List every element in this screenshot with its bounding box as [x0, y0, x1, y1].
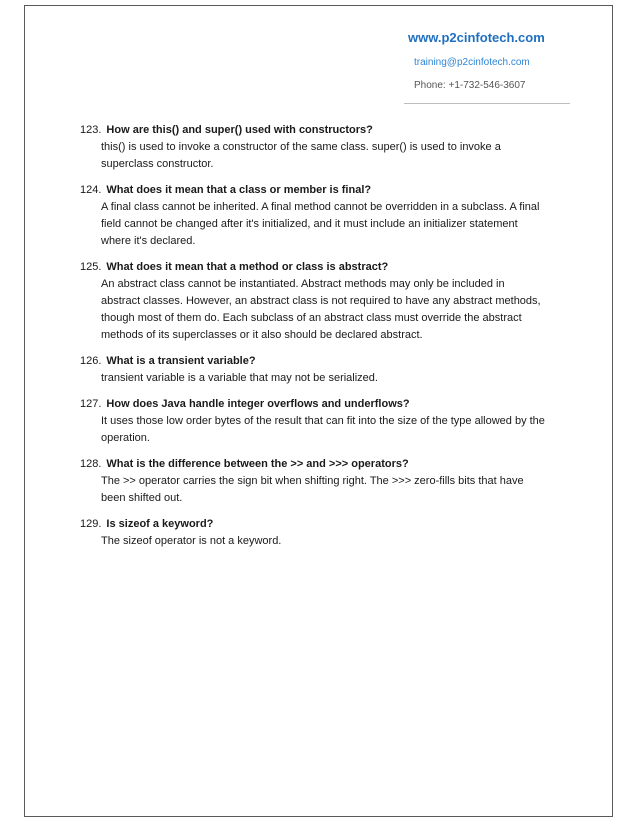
question-number: 127.: [80, 398, 102, 410]
answer-line: though most of them do. Each subclass of an abstract class must override the abstract: [101, 312, 522, 324]
qa-item: [80, 457, 570, 507]
qa-item: [80, 397, 570, 447]
question-text: What is a transient variable?: [106, 355, 256, 367]
phone-number: Phone: +1-732-546-3607: [414, 80, 526, 91]
question: [80, 260, 570, 274]
answer-line: methods of its superclasses or it also should be declared abstract.: [101, 329, 423, 341]
question: [80, 457, 570, 471]
website-link[interactable]: www.p2cinfotech.com: [408, 30, 545, 45]
question: [80, 123, 570, 137]
answer: [101, 533, 570, 550]
question-text: What does it mean that a class or member is final?: [106, 184, 372, 196]
answer: [101, 199, 570, 250]
question-text: Is sizeof a keyword?: [106, 518, 214, 530]
answer: [101, 276, 570, 344]
answer-line: field cannot be changed after it's initialized, and it must include an initializer statement: [101, 218, 518, 230]
question: [80, 183, 570, 197]
qa-list: [80, 123, 570, 560]
answer-line: abstract classes. However, an abstract class is not required to have any abstract methods,: [101, 295, 541, 307]
answer-line: A final class cannot be inherited. A final method cannot be overridden in a subclass. A final: [101, 201, 540, 213]
question-text: How are this() and super() used with constructors?: [106, 124, 373, 136]
question: [80, 397, 570, 411]
qa-item: [80, 183, 570, 250]
answer: [101, 473, 570, 507]
answer-line: The >> operator carries the sign bit when shifting right. The >>> zero-fills bits that have: [101, 475, 524, 487]
question-number: 128.: [80, 458, 102, 470]
qa-item: [80, 354, 570, 387]
answer: [101, 139, 570, 173]
question-text: How does Java handle integer overflows and underflows?: [106, 398, 410, 410]
answer-line: been shifted out.: [101, 492, 183, 504]
question-number: 125.: [80, 261, 102, 273]
answer: [101, 413, 570, 447]
answer-line: transient variable is a variable that may not be serialized.: [101, 372, 378, 384]
question-number: 129.: [80, 518, 102, 530]
question-text: What does it mean that a method or class is abstract?: [106, 261, 389, 273]
answer-line: It uses those low order bytes of the result that can fit into the size of the type allowed by the: [101, 415, 545, 427]
answer-line: where it's declared.: [101, 235, 196, 247]
answer-line: The sizeof operator is not a keyword.: [101, 535, 282, 547]
question: [80, 354, 570, 368]
question-number: 124.: [80, 184, 102, 196]
email-link[interactable]: training@p2cinfotech.com: [414, 57, 530, 68]
header-divider: [404, 103, 570, 104]
answer-line: An abstract class cannot be instantiated. Abstract methods may only be included in: [101, 278, 505, 290]
page-header: [404, 30, 584, 92]
question: [80, 517, 570, 531]
answer-line: superclass constructor.: [101, 158, 214, 170]
answer: [101, 370, 570, 387]
question-number: 123.: [80, 124, 102, 136]
question-text: What is the difference between the >> and >>> operators?: [106, 458, 409, 470]
answer-line: this() is used to invoke a constructor of the same class. super() is used to invoke a: [101, 141, 501, 153]
qa-item: [80, 517, 570, 550]
question-number: 126.: [80, 355, 102, 367]
qa-item: [80, 123, 570, 173]
qa-item: [80, 260, 570, 344]
answer-line: operation.: [101, 432, 150, 444]
